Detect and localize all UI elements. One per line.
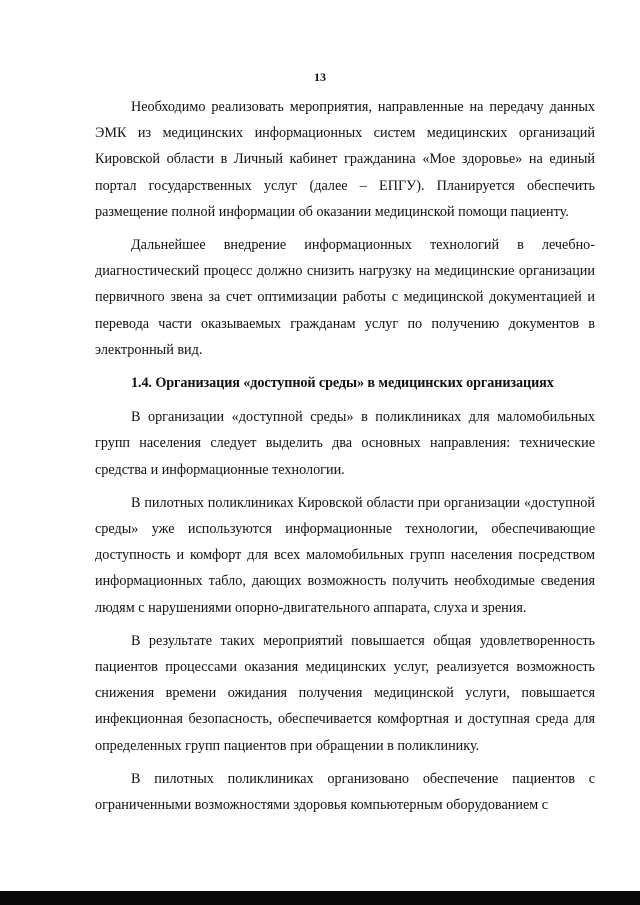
paragraph: В организации «доступной среды» в поликлиниках для маломобильных групп населения следует выделить два основных направления: технические средства и информационные технологии.: [95, 409, 595, 478]
paragraph: Дальнейшее внедрение информационных технологий в лечебно-диагностический процесс должно снизить нагрузку на медицинские организации первичного звена за счет оптимизации работы с медицинской документацией и перевода части оказываемых гражданам услуг по получению документов в электронный вид.: [95, 237, 595, 358]
page-number: 13: [314, 70, 326, 84]
paragraph: В пилотных поликлиниках организовано обеспечение пациентов с ограниченными возможностями здоровья компьютерным оборудованием с: [95, 770, 595, 814]
paragraph: Необходимо реализовать мероприятия, направленные на передачу данных ЭМК из медицинских информационных систем медицинских организаций Кировской области в Личный кабинет гражданина «Мое здоровье» на единый портал государственных услуг (далее – ЕПГУ). Планируется обеспечить размещение полной информации об оказании медицинской помощи пациенту.: [95, 99, 595, 220]
document-body: [95, 94, 595, 825]
paragraph: В пилотных поликлиниках Кировской области при организации «доступной среды» уже используются информационные технологии, обеспечивающие доступность и комфорт для всех маломобильных групп населения посредством информационных табло, дающих возможность получить необходимые сведения людям с нарушениями опорно-двигательного аппарата, слуха и зрения.: [95, 494, 595, 616]
scan-edge-bar: [0, 891, 640, 905]
paragraph: В результате таких мероприятий повышается общая удовлетворенность пациентов процессами оказания медицинских услуг, реализуется возможность снижения времени ожидания получения медицинской услуги, повышается инфекционная безопасность, обеспечивается комфортная и доступная среда для определенных групп пациентов при обращении в поликлинику.: [95, 632, 595, 754]
section-heading: 1.4. Организация «доступной среды» в медицинских организациях: [131, 375, 554, 392]
